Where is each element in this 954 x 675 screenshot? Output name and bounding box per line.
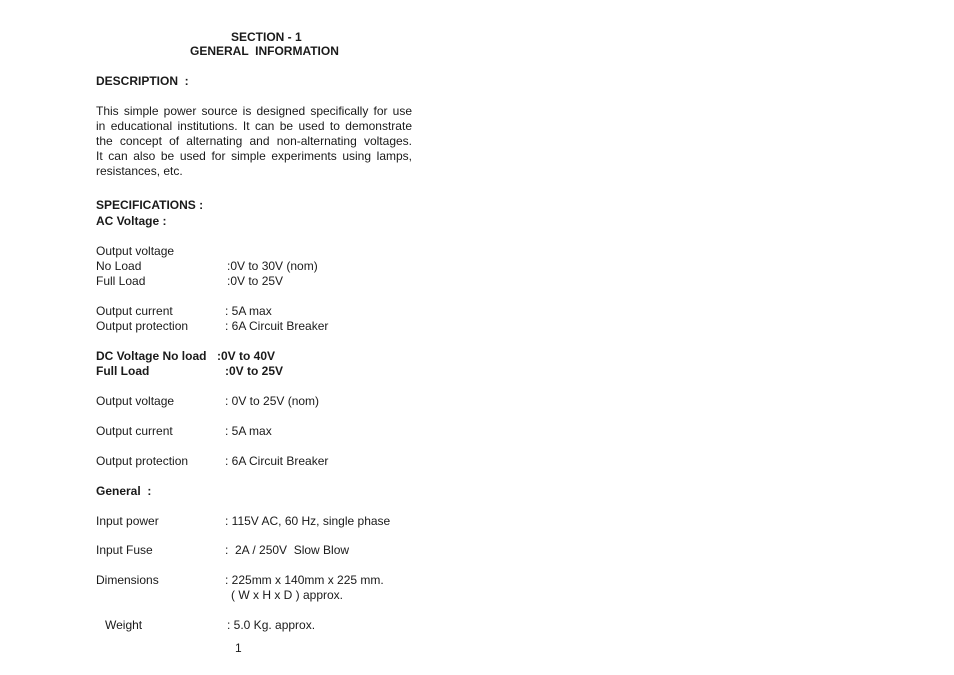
ac-output-protection-label: Output protection <box>96 319 189 333</box>
dimensions-label: Dimensions <box>96 573 159 587</box>
dc-full-load-label: Full Load <box>96 364 150 378</box>
description-heading: DESCRIPTION : <box>96 74 189 88</box>
ac-no-load-value: :0V to 30V (nom) <box>227 259 318 273</box>
dimensions-value-note: ( W x H x D ) approx. <box>231 588 344 602</box>
ac-output-current-value: : 5A max <box>225 304 272 318</box>
dc-output-voltage-label: Output voltage <box>96 394 175 408</box>
dc-output-voltage-value: : 0V to 25V (nom) <box>225 394 320 408</box>
ac-output-protection-value: : 6A Circuit Breaker <box>225 319 329 333</box>
description-line: the concept of alternating and non-alternating voltages. <box>96 134 412 148</box>
description-line: resistances, etc. <box>96 164 183 178</box>
section-number: SECTION - 1 <box>231 30 302 44</box>
dc-no-load-value: :0V to 40V <box>217 349 276 363</box>
dimensions-value: : 225mm x 140mm x 225 mm. <box>225 573 384 587</box>
ac-full-load-label: Full Load <box>96 274 146 288</box>
page-number: 1 <box>235 641 242 655</box>
input-power-label: Input power <box>96 514 159 528</box>
description-line: in educational institutions. It can be used to demonstrate <box>96 119 412 133</box>
weight-value: : 5.0 Kg. approx. <box>227 618 316 632</box>
input-power-value: : 115V AC, 60 Hz, single phase <box>225 514 391 528</box>
weight-label: Weight <box>105 618 143 632</box>
ac-voltage-heading: AC Voltage : <box>96 214 167 228</box>
dc-output-protection-label: Output protection <box>96 454 189 468</box>
input-fuse-value: : 2A / 250V Slow Blow <box>225 543 350 557</box>
ac-output-voltage-label: Output voltage <box>96 244 175 258</box>
input-fuse-label: Input Fuse <box>96 543 153 557</box>
dc-output-current-label: Output current <box>96 424 173 438</box>
section-title: GENERAL INFORMATION <box>190 44 339 58</box>
dc-output-protection-value: : 6A Circuit Breaker <box>225 454 329 468</box>
ac-full-load-value: :0V to 25V <box>227 274 284 288</box>
dc-no-load-label: DC Voltage No load <box>96 349 207 363</box>
description-paragraph <box>96 104 412 179</box>
ac-no-load-label: No Load <box>96 259 142 273</box>
specifications-heading: SPECIFICATIONS : <box>96 198 204 212</box>
dc-full-load-value: :0V to 25V <box>225 364 284 378</box>
general-heading: General : <box>96 484 152 498</box>
description-line: It can also be used for simple experiments using lamps, <box>96 149 412 163</box>
dc-output-current-value: : 5A max <box>225 424 272 438</box>
ac-output-current-label: Output current <box>96 304 173 318</box>
description-line: This simple power source is designed specifically for use <box>96 104 412 118</box>
